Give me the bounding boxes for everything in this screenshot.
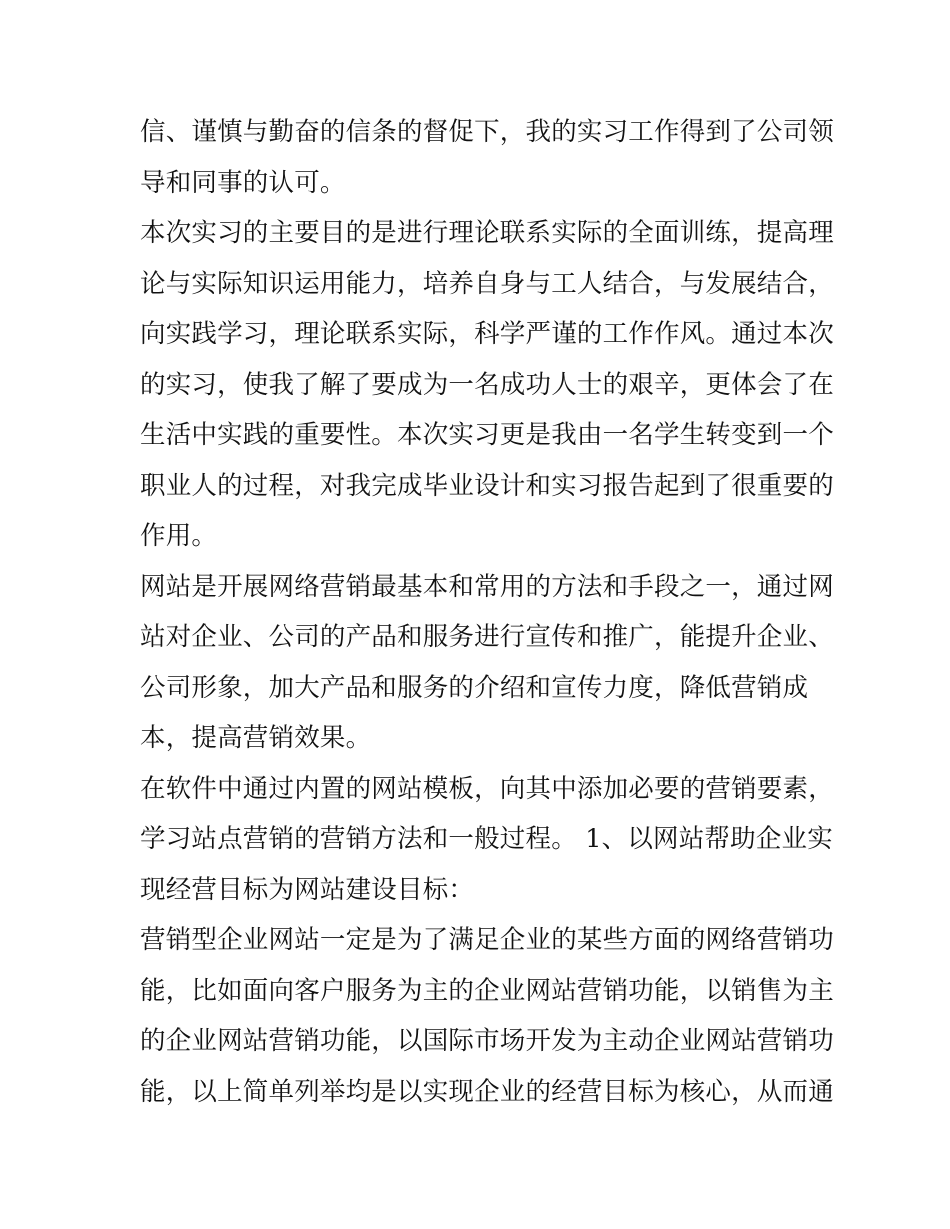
text-line: 站对企业、公司的产品和服务进行宣传和推广，能提升企业、 (140, 622, 834, 652)
text-line: 导和同事的认可。 (140, 167, 346, 198)
text-line: 生活中实践的重要性。本次实习更是我由一名学生转变到一个 (140, 420, 834, 450)
text-line: 学习站点营销的营销方法和一般过程。 1、以网站帮助企业实 (140, 824, 833, 854)
body-text (140, 107, 834, 1117)
text-line: 信、谨慎与勤奋的信条的督促下，我的实习工作得到了公司领 (140, 117, 834, 147)
text-line: 能，以上简单列举均是以实现企业的经营目标为核心，从而通 (140, 1076, 834, 1107)
text-line: 现经营目标为网站建设目标： (140, 874, 475, 905)
text-line: 作用。 (140, 521, 218, 551)
text-line: 本，提高营销效果。 (140, 723, 372, 753)
text-line: 职业人的过程，对我完成毕业设计和实习报告起到了很重要的 (140, 470, 834, 501)
text-line: 公司形象，加大产品和服务的介绍和宣传力度，降低营销成 (140, 672, 809, 703)
text-line: 能，比如面向客户服务为主的企业网站营销功能，以销售为主 (140, 975, 834, 1006)
text-line: 的实习，使我了解了要成为一名成功人士的艰辛，更体会了在 (140, 369, 834, 400)
text-line: 在软件中通过内置的网站模板，向其中添加必要的营销要素， (140, 773, 834, 804)
text-line: 营销型企业网站一定是为了满足企业的某些方面的网络营销功 (140, 925, 834, 955)
text-line: 本次实习的主要目的是进行理论联系实际的全面训练，提高理 (140, 218, 834, 248)
text-line: 网站是开展网络营销最基本和常用的方法和手段之一，通过网 (140, 571, 834, 602)
text-line: 的企业网站营销功能，以国际市场开发为主动企业网站营销功 (140, 1026, 834, 1056)
text-line: 论与实际知识运用能力，培养自身与工人结合，与发展结合， (140, 268, 834, 299)
text-line: 向实践学习，理论联系实际，科学严谨的工作作风。通过本次 (140, 319, 834, 349)
